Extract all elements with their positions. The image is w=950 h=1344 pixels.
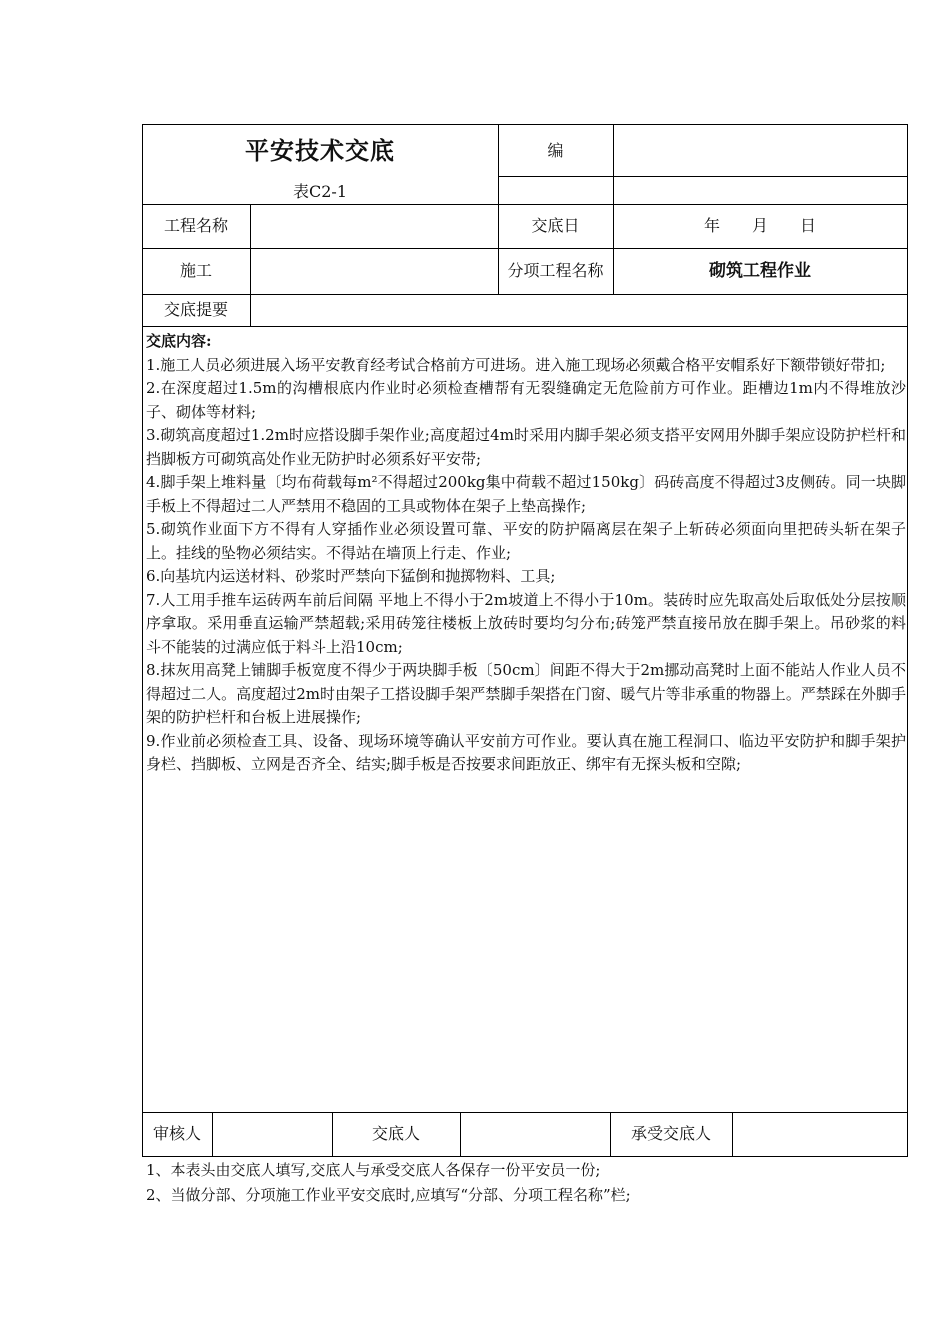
row-divider: [142, 326, 908, 327]
date-label: 交底日: [531, 216, 580, 235]
header-divider: [498, 176, 908, 177]
column-divider: [250, 204, 251, 326]
row-divider: [142, 1112, 908, 1113]
table-border-right: [907, 124, 908, 1157]
row-divider: [142, 248, 908, 249]
content-item: 4.脚手架上堆料量〔均布荷载每m²不得超过200kg集中荷载不超过150kg〕码砖高度不得超过3皮侧砖。同一块脚手板上不得超过二人严禁用不稳固的工具或物体在架子上垫高操作;: [146, 473, 906, 515]
content-item: 3.砌筑高度超过1.2m时应搭设脚手架作业;高度超过4m时采用内脚手架必须支搭平安网用外脚手架应设防护栏杆和挡脚板方可砌筑高处作业无防护时必须系好平安带;: [146, 426, 906, 468]
content-item: 8.抹灰用高凳上铺脚手板宽度不得少于两块脚手板〔50cm〕间距不得大于2m挪动高凳时上面不能站人作业人员不得超过二人。高度超过2m时由架子工搭设脚手架严禁脚手架搭在门窗、暖气片等非承重的物器上。严禁踩在外脚手架的防护栏杆和台板上进展操作;: [146, 661, 906, 726]
subitem-value: 砌筑工程作业: [709, 261, 811, 281]
footnote: 2、当做分部、分项施工作业平安交底时,应填写“分部、分项工程名称”栏;: [146, 1186, 631, 1204]
date-value: 年 月 日: [703, 216, 816, 235]
column-divider: [732, 1112, 733, 1156]
reviewer-label: 审核人: [152, 1124, 201, 1143]
receiver-label: 承受交底人: [630, 1124, 711, 1143]
content-item: 7.人工用手推车运砖两车前后间隔 平地上不得小于2m坡道上不得小于10m。装砖时应先取高处后取低处分层按顺序拿取。采用垂直运输严禁超载;采用砖笼往楼板上放砖时要均匀分布;砖笼严禁直接吊放在脚手架上。吊砂浆的料斗不能装的过满应低于料斗上沿10cm;: [146, 590, 906, 656]
content-item: 5.砌筑作业面下方不得有人穿插作业必须设置可靠、平安的防护隔离层在架子上斩砖必须面向里把砖头斩在架子上。挂线的坠物必须结实。不得站在墙顶上行走、作业;: [146, 520, 906, 562]
page-title: 平安技术交底: [245, 136, 395, 165]
presenter-label: 交底人: [371, 1124, 420, 1143]
content-heading: 交底内容:: [146, 332, 212, 350]
content-item: 6.向基坑内运送材料、砂浆时严禁向下猛倒和抛掷物料、工具;: [146, 567, 556, 585]
subitem-label: 分项工程名称: [507, 261, 604, 280]
content-item: 1.施工人员必须进展入场平安教育经考试合格前方可进场。进入施工现场必须戴合格平安帽系好下额带锁好带扣;: [146, 355, 886, 374]
content-item: 9.作业前必须检查工具、设备、现场环境等确认平安前方可作业。要认真在施工程洞口、临边平安防护和脚手架护身栏、挡脚板、立网是否齐全、结实;脚手板是否按要求间距放正、绑牢有无探头板和空隙;: [146, 731, 906, 773]
column-divider: [212, 1112, 213, 1156]
bian-label: 编: [547, 141, 564, 160]
summary-label: 交底提要: [163, 300, 228, 319]
construction-label: 施工: [179, 261, 212, 280]
form-number: 表C2-1: [292, 182, 347, 201]
project-name-label: 工程名称: [163, 216, 228, 235]
row-divider: [142, 204, 908, 205]
table-border-top: [142, 124, 908, 125]
row-divider: [142, 294, 908, 295]
column-divider: [460, 1112, 461, 1156]
content-item: 2.在深度超过1.5m的沟槽根底内作业时必须检查槽帮有无裂缝确定无危险前方可作业。距槽边1m内不得堆放沙子、砌体等材料;: [146, 379, 906, 421]
table-border-bottom: [142, 1156, 908, 1157]
disclosure-content: [146, 330, 906, 777]
footnote: 1、本表头由交底人填写,交底人与承受交底人各保存一份平安员一份;: [146, 1161, 601, 1179]
